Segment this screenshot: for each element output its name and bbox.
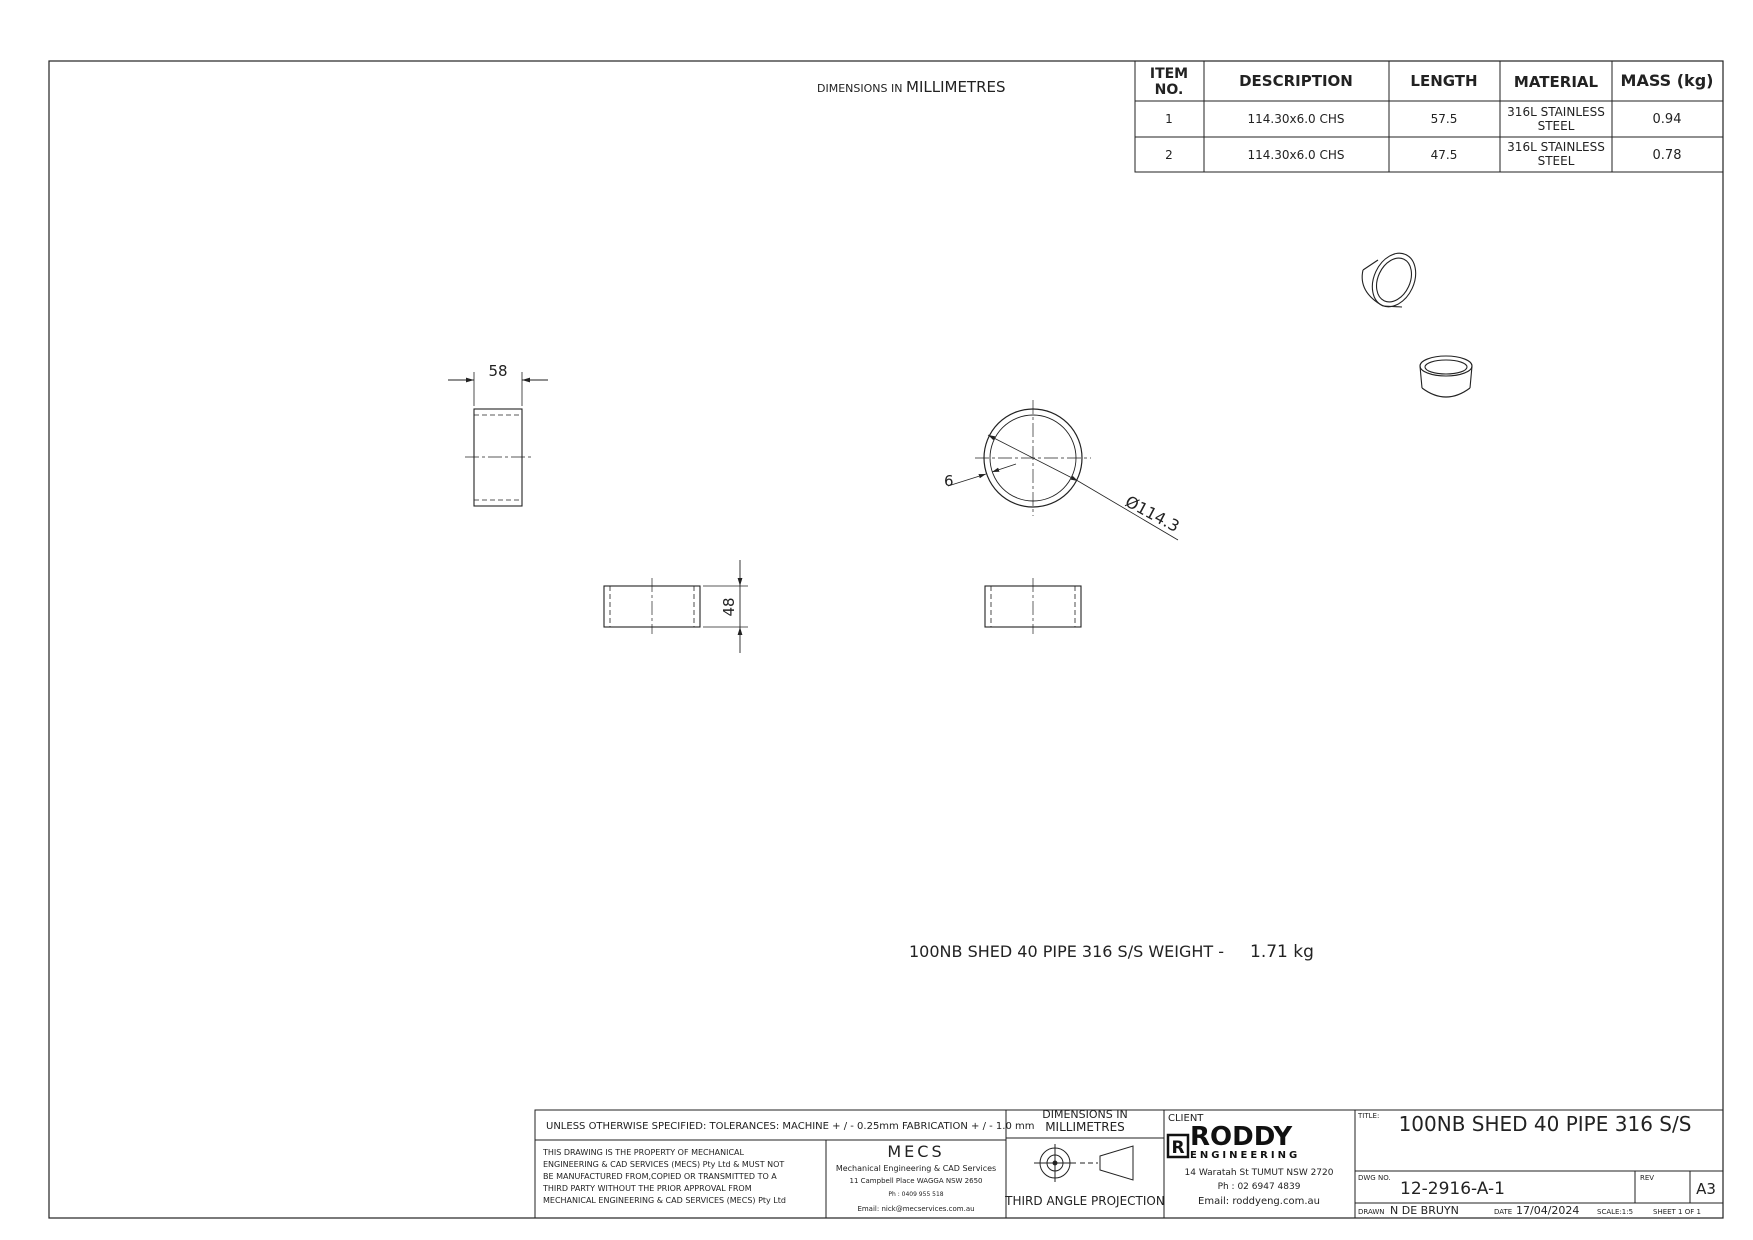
dim-box-line1: DIMENSIONS IN xyxy=(1042,1108,1128,1121)
mecs-phone: Ph : 0409 955 518 xyxy=(888,1191,944,1198)
property-note xyxy=(542,1148,786,1205)
property-line-4: THIRD PARTY WITHOUT THE PRIOR APPROVAL FROM xyxy=(543,1184,752,1193)
dimensions-note-prefix: DIMENSIONS IN xyxy=(817,82,903,95)
bom-row-2-material-line2: STEEL xyxy=(1537,154,1575,168)
dimension-width-58: 58 xyxy=(488,362,508,380)
drawing-title: 100NB SHED 40 PIPE 316 S/S xyxy=(1398,1112,1692,1136)
title-label: TITLE: xyxy=(1358,1112,1380,1120)
tolerances-note: UNLESS OTHERWISE SPECIFIED: TOLERANCES: MACHINE + / - 0.25mm FABRICATION + / - 1.0 mm xyxy=(546,1121,1035,1132)
drawing-date: 17/04/2024 xyxy=(1516,1204,1580,1217)
drawn-label: DRAWN xyxy=(1358,1208,1385,1216)
dimension-diameter: Ø114.3 xyxy=(1122,491,1183,536)
isometric-view-2 xyxy=(1420,356,1472,397)
dwg-label: DWG NO. xyxy=(1358,1174,1391,1182)
mecs-name: Mechanical Engineering & CAD Services xyxy=(835,1164,997,1173)
property-line-3: BE MANUFACTURED FROM,COPIED OR TRANSMITTED TO A xyxy=(543,1172,777,1181)
roddy-logo-subtitle: ENGINEERING xyxy=(1190,1150,1301,1161)
drawn-by: N DE BRUYN xyxy=(1390,1204,1459,1217)
dimensions-note xyxy=(817,78,1006,96)
drawing-scale: SCALE:1:5 xyxy=(1597,1208,1634,1216)
property-line-2: ENGINEERING & CAD SERVICES (MECS) Pty Ltd & MUST NOT xyxy=(543,1160,785,1169)
property-line-1: THIS DRAWING IS THE PROPERTY OF MECHANICAL xyxy=(543,1148,744,1157)
projection-label: THIRD ANGLE PROJECTION xyxy=(1005,1194,1165,1208)
property-line-5: MECHANICAL ENGINEERING & CAD SERVICES (MECS) Pty Ltd xyxy=(543,1196,786,1205)
mecs-block xyxy=(836,1142,996,1213)
dwg-number: 12-2916-A-1 xyxy=(1400,1179,1505,1199)
weight-note-label: 100NB SHED 40 PIPE 316 S/S WEIGHT - xyxy=(909,942,1225,961)
bom-row-2-length: 47.5 xyxy=(1430,148,1458,162)
bom-header-description: DESCRIPTION xyxy=(1239,72,1353,90)
bom-header-item: ITEM xyxy=(1149,66,1189,82)
bom-row-2-description: 114.30x6.0 CHS xyxy=(1247,148,1345,162)
bom-row-1-material-line2: STEEL xyxy=(1537,119,1575,133)
bom-header-length: LENGTH xyxy=(1410,72,1478,90)
bom-row-1-mass: 0.94 xyxy=(1652,112,1682,127)
bom-header-item-no: NO. xyxy=(1154,82,1184,98)
bom-table xyxy=(1135,61,1723,172)
dwg-number-cell xyxy=(1358,1174,1716,1199)
bom-header-mass: MASS (kg) xyxy=(1620,71,1714,90)
client-email: Email: roddyeng.com.au xyxy=(1198,1196,1320,1207)
sheet-number: SHEET 1 OF 1 xyxy=(1653,1208,1701,1216)
client-block xyxy=(1168,1113,1334,1207)
front-view-right xyxy=(985,578,1081,634)
dimension-wall-6: 6 xyxy=(944,472,954,490)
projection-symbol-icon xyxy=(1034,1144,1133,1182)
roddy-logo: RODDY xyxy=(1190,1122,1293,1152)
dimensions-note-unit: MILLIMETRES xyxy=(906,78,1006,96)
bom-row-1-item: 1 xyxy=(1165,112,1173,126)
mecs-address: 11 Campbell Place WAGGA NSW 2650 xyxy=(849,1177,983,1185)
bom-header-material: MATERIAL xyxy=(1513,73,1599,91)
title-cell xyxy=(1357,1112,1691,1136)
date-label: DATE xyxy=(1494,1208,1513,1216)
bom-row-2-mass: 0.78 xyxy=(1652,148,1682,163)
svg-text:R: R xyxy=(1171,1138,1185,1158)
bom-row-2-item: 2 xyxy=(1165,148,1173,162)
top-view xyxy=(448,372,548,506)
mecs-logo: MECS xyxy=(887,1142,945,1161)
drawn-row xyxy=(1358,1204,1701,1217)
dimensions-box xyxy=(1042,1108,1127,1134)
rev-label: REV xyxy=(1640,1174,1655,1182)
dim-box-line2: MILLIMETRES xyxy=(1045,1120,1125,1134)
bom-row-1-description: 114.30x6.0 CHS xyxy=(1247,112,1345,126)
client-address: 14 Waratah St TUMUT NSW 2720 xyxy=(1184,1168,1334,1178)
weight-note-value: 1.71 kg xyxy=(1250,942,1314,962)
bom-row-1-material-line1: 316L STAINLESS xyxy=(1507,105,1605,119)
bom-row-2-material-line1: 316L STAINLESS xyxy=(1507,140,1605,154)
dimension-height-48: 48 xyxy=(720,597,738,617)
sheet-size: A3 xyxy=(1696,1180,1716,1198)
isometric-view-1 xyxy=(1362,246,1424,314)
client-label: CLIENT xyxy=(1168,1113,1204,1124)
sheet-border xyxy=(49,61,1723,1218)
mecs-email: Email: nick@mecservices.com.au xyxy=(857,1205,975,1213)
client-phone: Ph : 02 6947 4839 xyxy=(1217,1182,1301,1192)
bom-row-1-length: 57.5 xyxy=(1430,112,1458,126)
